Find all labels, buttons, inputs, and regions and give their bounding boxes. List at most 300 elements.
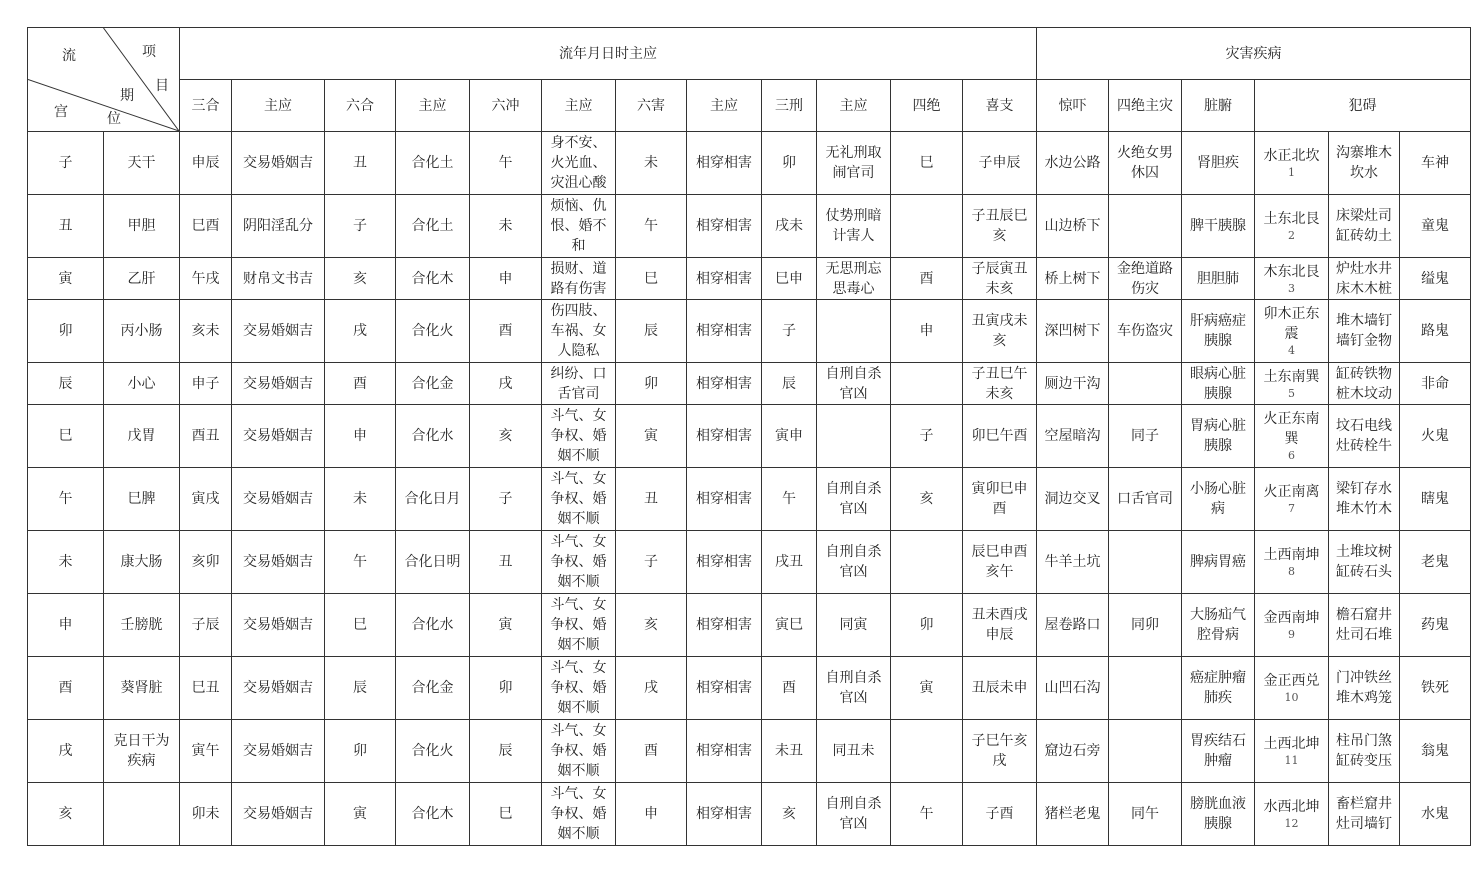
table-cell: 相穿相害 (687, 405, 762, 468)
column-header: 犯碍 (1255, 80, 1471, 132)
table-cell: 丑 (325, 132, 396, 195)
table-cell: 申子 (180, 363, 232, 405)
table-cell: 戊胃 (104, 405, 180, 468)
direction-text: 火正南离 (1263, 484, 1320, 500)
table-cell: 午 (325, 531, 396, 594)
direction-number: 2 (1288, 229, 1295, 242)
table-cell: 相穿相害 (687, 258, 762, 300)
corner-label-wei: 位 (107, 111, 121, 127)
table-cell: 申 (470, 258, 542, 300)
table-cell: 戌 (28, 720, 104, 783)
table-cell: 檐石窟井灶司石堆 (1329, 594, 1400, 657)
table-cell: 丑 (470, 531, 542, 594)
table-cell: 缸砖铁物桩木坟动 (1329, 363, 1400, 405)
table-cell: 亥 (616, 594, 687, 657)
column-header: 四绝主灾 (1109, 80, 1182, 132)
table-cell: 巳酉 (180, 195, 232, 258)
table-cell: 巳 (891, 132, 963, 195)
table-cell (1255, 132, 1329, 195)
table-cell (1109, 657, 1182, 720)
table-row (28, 594, 1471, 657)
table-cell: 未 (470, 195, 542, 258)
table-cell: 肝病癌症胰腺 (1182, 300, 1255, 363)
column-header: 六害 (616, 80, 687, 132)
table-cell: 寅午 (180, 720, 232, 783)
table-cell: 寅 (891, 657, 963, 720)
table-cell: 水鬼 (1400, 783, 1471, 846)
table-cell: 口舌官司 (1109, 468, 1182, 531)
table-cell: 克日干为疾病 (104, 720, 180, 783)
column-header: 六合 (325, 80, 396, 132)
table-cell: 巳 (616, 258, 687, 300)
column-header: 四绝 (891, 80, 963, 132)
table-cell: 卯 (891, 594, 963, 657)
table-cell: 酉 (28, 657, 104, 720)
table-cell: 辰巳申酉亥午 (963, 531, 1037, 594)
direction-text: 金正西兑 (1263, 673, 1320, 689)
table-cell: 相穿相害 (687, 363, 762, 405)
table-cell: 同丑未 (817, 720, 891, 783)
column-header: 主应 (687, 80, 762, 132)
table-cell: 大肠疝气腔骨病 (1182, 594, 1255, 657)
table-cell (1255, 720, 1329, 783)
table-cell: 寅 (470, 594, 542, 657)
table-cell: 瞎鬼 (1400, 468, 1471, 531)
table-row (28, 132, 1471, 195)
hexagram-table (27, 27, 1471, 846)
table-cell (1255, 783, 1329, 846)
table-cell: 交易婚姻吉 (232, 300, 325, 363)
column-header: 喜支 (963, 80, 1037, 132)
direction-number: 3 (1288, 281, 1295, 295)
table-cell: 桥上树下 (1037, 258, 1109, 300)
table-cell: 天干 (104, 132, 180, 195)
table-cell: 午 (28, 468, 104, 531)
table-cell: 子 (616, 531, 687, 594)
table-cell: 斗气、女争权、婚姻不顺 (542, 594, 616, 657)
table-cell: 无礼刑取闹官司 (817, 132, 891, 195)
table-cell: 脾病胃癌 (1182, 531, 1255, 594)
table-cell: 午 (470, 132, 542, 195)
table-cell: 自刑自杀官凶 (817, 531, 891, 594)
table-cell: 申 (891, 300, 963, 363)
table-cell: 卯 (28, 300, 104, 363)
table-cell: 子辰寅丑未亥 (963, 258, 1037, 300)
table-cell: 身不安、火光血、灾沮心酸 (542, 132, 616, 195)
table-cell: 酉 (891, 258, 963, 300)
table-cell: 相穿相害 (687, 720, 762, 783)
table-cell: 洞边交叉 (1037, 468, 1109, 531)
table-cell: 仗势刑暗计害人 (817, 195, 891, 258)
table-cell: 合化日月 (396, 468, 470, 531)
table-cell (891, 720, 963, 783)
table-cell (1109, 195, 1182, 258)
table-cell: 亥未 (180, 300, 232, 363)
column-header: 三刑 (762, 80, 817, 132)
table-cell: 膀胱血液胰腺 (1182, 783, 1255, 846)
direction-text: 金西南坤 (1263, 610, 1320, 626)
table-cell (1255, 468, 1329, 531)
table-cell: 眼病心脏胰腺 (1182, 363, 1255, 405)
column-header: 惊吓 (1037, 80, 1109, 132)
table-cell: 童鬼 (1400, 195, 1471, 258)
table-cell (1255, 594, 1329, 657)
table-cell: 屋卷路口 (1037, 594, 1109, 657)
table-cell: 堆木墙钉墙钉金物 (1329, 300, 1400, 363)
table-cell: 卯巳午酉 (963, 405, 1037, 468)
table-cell: 胃疾结石肿瘤 (1182, 720, 1255, 783)
table-cell: 午 (891, 783, 963, 846)
table-cell: 巳 (470, 783, 542, 846)
table-cell: 肾胆疾 (1182, 132, 1255, 195)
direction-number: 5 (1288, 386, 1295, 400)
table-row (28, 657, 1471, 720)
table-cell (1255, 258, 1329, 300)
corner-label-mu: 目 (155, 78, 169, 94)
table-cell (1255, 531, 1329, 594)
table-cell (891, 531, 963, 594)
table-cell: 巳脾 (104, 468, 180, 531)
table-cell: 厕边干沟 (1037, 363, 1109, 405)
table-cell: 交易婚姻吉 (232, 531, 325, 594)
table-cell: 深凹树下 (1037, 300, 1109, 363)
table-cell: 老鬼 (1400, 531, 1471, 594)
table-cell: 丑 (28, 195, 104, 258)
table-cell: 合化火 (396, 300, 470, 363)
table-cell: 子酉 (963, 783, 1037, 846)
table-cell: 甲胆 (104, 195, 180, 258)
table-cell (891, 363, 963, 405)
table-cell: 亥 (891, 468, 963, 531)
table-cell: 伤四肢、车祸、女人隐私 (542, 300, 616, 363)
table-cell: 车神 (1400, 132, 1471, 195)
table-cell: 合化水 (396, 594, 470, 657)
direction-text: 水西北坤 (1263, 799, 1320, 815)
table-cell: 相穿相害 (687, 783, 762, 846)
table-cell: 合化金 (396, 657, 470, 720)
table-cell: 申 (616, 783, 687, 846)
direction-text: 水正北坎 (1263, 148, 1320, 164)
table-cell: 斗气、女争权、婚姻不顺 (542, 783, 616, 846)
table-cell: 翁鬼 (1400, 720, 1471, 783)
table-cell: 车伤盗灾 (1109, 300, 1182, 363)
table-cell: 合化金 (396, 363, 470, 405)
table-cell: 寅巳 (762, 594, 817, 657)
column-header: 三合 (180, 80, 232, 132)
table-cell: 空屋暗沟 (1037, 405, 1109, 468)
table-cell: 土堆坟树缸砖石头 (1329, 531, 1400, 594)
table-cell: 山边桥下 (1037, 195, 1109, 258)
table-cell: 财帛文书吉 (232, 258, 325, 300)
table-cell: 相穿相害 (687, 195, 762, 258)
table-cell: 金绝道路伤灾 (1109, 258, 1182, 300)
table-cell: 合化土 (396, 132, 470, 195)
direction-number: 8 (1288, 565, 1295, 578)
table-cell: 癌症肿瘤肺疾 (1182, 657, 1255, 720)
table-cell: 阴阳淫乱分 (232, 195, 325, 258)
table-cell (1255, 363, 1329, 405)
table-cell: 铁死 (1400, 657, 1471, 720)
corner-header-cell (28, 28, 180, 132)
table-cell (817, 405, 891, 468)
column-header: 脏腑 (1182, 80, 1255, 132)
table-cell: 卯 (616, 363, 687, 405)
table-cell: 午 (616, 195, 687, 258)
table-cell: 纠纷、口舌官司 (542, 363, 616, 405)
group-header-zaihai: 灾害疾病 (1037, 28, 1471, 80)
table-cell: 斗气、女争权、婚姻不顺 (542, 405, 616, 468)
table-cell: 卯 (470, 657, 542, 720)
table-cell: 子巳午亥戌 (963, 720, 1037, 783)
group-header-liunian: 流年月日时主应 (180, 28, 1037, 80)
table-row (28, 468, 1471, 531)
table-cell: 亥 (470, 405, 542, 468)
table-cell: 亥卯 (180, 531, 232, 594)
table-cell (817, 300, 891, 363)
table-cell: 丑辰未申 (963, 657, 1037, 720)
table-cell: 合化火 (396, 720, 470, 783)
table-cell: 卯 (762, 132, 817, 195)
table-cell: 酉丑 (180, 405, 232, 468)
corner-label-qi: 期 (120, 88, 134, 104)
table-cell: 缢鬼 (1400, 258, 1471, 300)
direction-number: 10 (1284, 691, 1299, 704)
table-cell: 寅申 (762, 405, 817, 468)
direction-text: 木东北艮 (1263, 263, 1320, 280)
direction-text: 土西北坤 (1263, 736, 1320, 752)
table-cell: 子丑巳午未亥 (963, 363, 1037, 405)
table-cell: 寅 (325, 783, 396, 846)
table-cell: 亥 (28, 783, 104, 846)
table-cell: 自刑自杀官凶 (817, 657, 891, 720)
table-cell: 酉 (325, 363, 396, 405)
table-cell: 巳申 (762, 258, 817, 300)
table-cell: 酉 (470, 300, 542, 363)
corner-label-liu: 流 (62, 48, 76, 64)
table-cell: 窟边石旁 (1037, 720, 1109, 783)
table-cell: 丙小肠 (104, 300, 180, 363)
table-cell: 戌未 (762, 195, 817, 258)
table-cell: 丑寅戌未亥 (963, 300, 1037, 363)
table-cell: 小心 (104, 363, 180, 405)
column-header: 主应 (232, 80, 325, 132)
table-cell: 相穿相害 (687, 300, 762, 363)
table-cell: 斗气、女争权、婚姻不顺 (542, 720, 616, 783)
table-cell: 相穿相害 (687, 468, 762, 531)
table-cell: 未 (28, 531, 104, 594)
table-cell: 子 (325, 195, 396, 258)
table-cell: 非命 (1400, 363, 1471, 405)
table-cell: 脾干胰腺 (1182, 195, 1255, 258)
table-cell: 乙肝 (104, 258, 180, 300)
table-cell: 未丑 (762, 720, 817, 783)
table-row (28, 531, 1471, 594)
table-cell: 戌 (616, 657, 687, 720)
table-cell: 辰 (762, 363, 817, 405)
table-cell: 巳丑 (180, 657, 232, 720)
table-cell: 水边公路 (1037, 132, 1109, 195)
table-cell: 同卯 (1109, 594, 1182, 657)
table-cell: 康大肠 (104, 531, 180, 594)
table-cell: 交易婚姻吉 (232, 468, 325, 531)
table-cell: 交易婚姻吉 (232, 363, 325, 405)
table-cell: 同午 (1109, 783, 1182, 846)
direction-number: 6 (1288, 449, 1295, 462)
table-cell: 畜栏窟井灶司墙钉 (1329, 783, 1400, 846)
table-cell: 自刑自杀官凶 (817, 363, 891, 405)
direction-text: 土东南巽 (1263, 368, 1320, 385)
table-cell: 卯 (325, 720, 396, 783)
table-cell: 辰 (325, 657, 396, 720)
table-cell: 自刑自杀官凶 (817, 468, 891, 531)
table-cell: 壬膀胱 (104, 594, 180, 657)
table-cell: 梁钉存水堆木竹木 (1329, 468, 1400, 531)
table-cell (1255, 405, 1329, 468)
table-cell: 子 (891, 405, 963, 468)
direction-number: 4 (1288, 344, 1295, 357)
table-row (28, 783, 1471, 846)
column-header: 主应 (542, 80, 616, 132)
table-cell: 同子 (1109, 405, 1182, 468)
table-cell: 斗气、女争权、婚姻不顺 (542, 531, 616, 594)
column-header: 六冲 (470, 80, 542, 132)
table-cell: 相穿相害 (687, 657, 762, 720)
table-cell: 交易婚姻吉 (232, 594, 325, 657)
table-cell: 酉 (616, 720, 687, 783)
table-cell: 火鬼 (1400, 405, 1471, 468)
table-cell: 酉 (762, 657, 817, 720)
table-cell: 坟石电线灶砖栓牛 (1329, 405, 1400, 468)
table-cell: 子辰 (180, 594, 232, 657)
table-cell: 子申辰 (963, 132, 1037, 195)
table-row (28, 405, 1471, 468)
table-cell: 胆胆肺 (1182, 258, 1255, 300)
direction-number: 7 (1288, 502, 1295, 515)
table-cell: 亥 (325, 258, 396, 300)
table-row (28, 300, 1471, 363)
table-cell: 申 (325, 405, 396, 468)
table-cell: 相穿相害 (687, 132, 762, 195)
table-cell: 未 (616, 132, 687, 195)
table-cell (1109, 363, 1182, 405)
table-cell: 自刑自杀官凶 (817, 783, 891, 846)
table-cell: 药鬼 (1400, 594, 1471, 657)
table-cell: 戌丑 (762, 531, 817, 594)
table-cell: 交易婚姻吉 (232, 657, 325, 720)
direction-text: 土东北艮 (1263, 211, 1320, 227)
table-cell: 门冲铁丝堆木鸡笼 (1329, 657, 1400, 720)
table-cell: 合化水 (396, 405, 470, 468)
table-cell (1255, 657, 1329, 720)
table-cell: 戌 (470, 363, 542, 405)
table-cell: 柱吊门煞缸砖变压 (1329, 720, 1400, 783)
table-cell: 交易婚姻吉 (232, 720, 325, 783)
table-cell: 子 (762, 300, 817, 363)
table-cell: 胃病心脏胰腺 (1182, 405, 1255, 468)
corner-label-xiang: 项 (142, 44, 156, 60)
table-cell (104, 783, 180, 846)
column-header: 主应 (396, 80, 470, 132)
table-cell: 寅戌 (180, 468, 232, 531)
column-header: 主应 (817, 80, 891, 132)
table-cell: 葵肾脏 (104, 657, 180, 720)
table-cell: 寅 (28, 258, 104, 300)
table-cell: 烦恼、仇恨、婚不和 (542, 195, 616, 258)
table-row (28, 258, 1471, 300)
table-cell: 午戌 (180, 258, 232, 300)
table-cell: 路鬼 (1400, 300, 1471, 363)
table-cell: 合化木 (396, 783, 470, 846)
table-cell: 丑未酉戌申辰 (963, 594, 1037, 657)
table-cell: 猪栏老鬼 (1037, 783, 1109, 846)
table-cell (1255, 195, 1329, 258)
table-cell: 未 (325, 468, 396, 531)
table-cell: 交易婚姻吉 (232, 783, 325, 846)
table-cell: 辰 (470, 720, 542, 783)
table-cell: 申 (28, 594, 104, 657)
table-cell: 山凹石沟 (1037, 657, 1109, 720)
table-cell: 卯未 (180, 783, 232, 846)
table-cell: 斗气、女争权、婚姻不顺 (542, 657, 616, 720)
table-cell: 炉灶水井床木木桩 (1329, 258, 1400, 300)
table-cell: 相穿相害 (687, 594, 762, 657)
table-cell: 子 (28, 132, 104, 195)
table-row (28, 720, 1471, 783)
table-cell: 丑 (616, 468, 687, 531)
table-cell: 沟寨堆木坎水 (1329, 132, 1400, 195)
direction-number: 9 (1288, 628, 1295, 641)
table-cell: 午 (762, 468, 817, 531)
table-cell (891, 195, 963, 258)
table-cell (1255, 300, 1329, 363)
table-cell: 交易婚姻吉 (232, 132, 325, 195)
table-cell: 无思刑忘思毒心 (817, 258, 891, 300)
direction-text: 土西南坤 (1263, 547, 1320, 563)
table-cell: 火绝女男休囚 (1109, 132, 1182, 195)
corner-label-gong: 宫 (54, 104, 68, 120)
table-cell: 牛羊土坑 (1037, 531, 1109, 594)
table-cell: 子丑辰巳亥 (963, 195, 1037, 258)
table-cell: 同寅 (817, 594, 891, 657)
table-cell: 戌 (325, 300, 396, 363)
table-cell: 亥 (762, 783, 817, 846)
table-cell: 巳 (325, 594, 396, 657)
direction-number: 11 (1284, 754, 1299, 767)
table-cell: 辰 (28, 363, 104, 405)
table-cell: 申辰 (180, 132, 232, 195)
table-cell: 子 (470, 468, 542, 531)
table-cell: 巳 (28, 405, 104, 468)
direction-number: 12 (1284, 817, 1299, 830)
table-cell: 损财、道路有伤害 (542, 258, 616, 300)
table-cell (1109, 720, 1182, 783)
table-cell (1109, 531, 1182, 594)
table-cell: 床梁灶司缸砖幼土 (1329, 195, 1400, 258)
table-row (28, 363, 1471, 405)
table-cell: 寅卯巳申酉 (963, 468, 1037, 531)
table-cell: 寅 (616, 405, 687, 468)
direction-text: 火正东南巽 (1263, 411, 1320, 447)
table-cell: 相穿相害 (687, 531, 762, 594)
table-cell: 辰 (616, 300, 687, 363)
table-cell: 合化木 (396, 258, 470, 300)
table-cell: 斗气、女争权、婚姻不顺 (542, 468, 616, 531)
table-cell: 合化日明 (396, 531, 470, 594)
table-cell: 小肠心脏病 (1182, 468, 1255, 531)
direction-number: 1 (1288, 166, 1295, 179)
table-cell: 合化土 (396, 195, 470, 258)
table-cell: 交易婚姻吉 (232, 405, 325, 468)
